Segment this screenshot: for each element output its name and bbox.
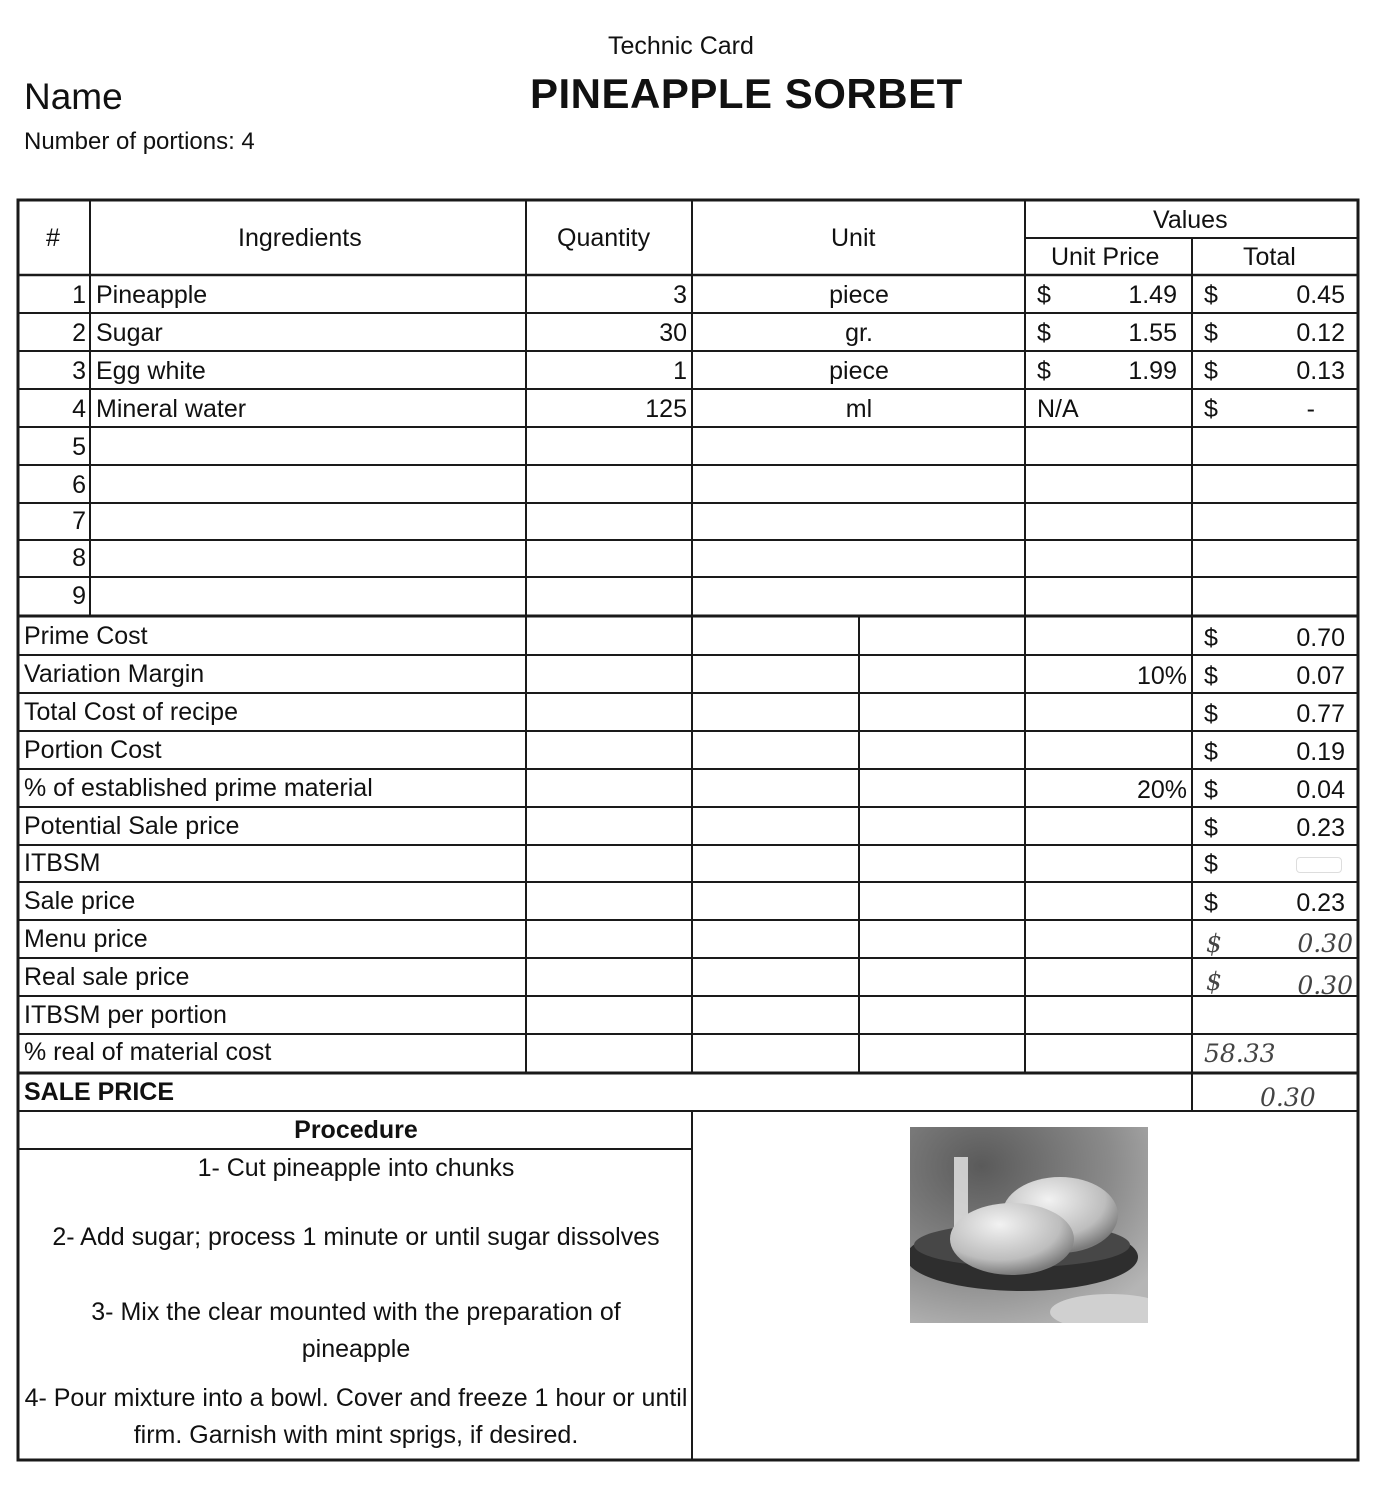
cost-currency: $ bbox=[1204, 850, 1218, 878]
cost-label: ITBSM bbox=[24, 849, 101, 877]
cost-currency: $ bbox=[1204, 624, 1218, 652]
portions-label: Number of portions: 4 bbox=[24, 128, 255, 155]
cost-value: 0.23 bbox=[1296, 889, 1345, 917]
unit-price-currency: $ bbox=[1037, 281, 1051, 309]
sorbet-photo bbox=[910, 1127, 1148, 1323]
cost-currency: $ bbox=[1204, 889, 1218, 917]
ingredient-quantity: 30 bbox=[659, 319, 687, 347]
recipe-title: PINEAPPLE SORBET bbox=[530, 70, 963, 117]
cost-label: Real sale price bbox=[24, 963, 190, 991]
cost-label: Sale price bbox=[24, 887, 136, 915]
ingredient-unit: piece bbox=[829, 281, 889, 309]
cost-value: 0.19 bbox=[1296, 738, 1345, 766]
cost-value: 0.30 bbox=[1297, 929, 1353, 958]
total-currency: $ bbox=[1204, 281, 1218, 309]
cost-currency: $ bbox=[1206, 967, 1222, 996]
cost-currency: $ bbox=[1204, 776, 1218, 804]
col-header-values: Values bbox=[1153, 206, 1228, 234]
cost-value: 0.04 bbox=[1296, 776, 1345, 804]
cost-label: Potential Sale price bbox=[24, 812, 240, 840]
ingredient-name: Pineapple bbox=[96, 281, 208, 309]
ingredient-name: Sugar bbox=[96, 319, 163, 347]
ingredient-quantity: 1 bbox=[673, 357, 687, 385]
row-number: 3 bbox=[72, 357, 86, 385]
unit-price-value: 1.55 bbox=[1128, 319, 1177, 347]
erased-mark bbox=[1296, 857, 1342, 873]
total-currency: $ bbox=[1204, 319, 1218, 347]
row-number: 6 bbox=[72, 471, 86, 499]
ingredient-quantity: 125 bbox=[645, 395, 687, 423]
total-currency: $ bbox=[1204, 357, 1218, 385]
sale-price-label: SALE PRICE bbox=[24, 1078, 175, 1106]
ingredient-unit: gr. bbox=[845, 319, 873, 347]
row-number: 7 bbox=[72, 507, 86, 535]
cost-label: % of established prime material bbox=[24, 774, 373, 802]
cost-label: Portion Cost bbox=[24, 736, 162, 764]
cost-currency: $ bbox=[1204, 814, 1218, 842]
total-value: - bbox=[1306, 395, 1315, 423]
row-number: 1 bbox=[72, 281, 86, 309]
row-number: 2 bbox=[72, 319, 86, 347]
ingredient-name: Egg white bbox=[96, 357, 206, 385]
cost-value: 0.23 bbox=[1296, 814, 1345, 842]
cost-value: 0.07 bbox=[1296, 662, 1345, 690]
cost-value: 0.70 bbox=[1296, 624, 1345, 652]
procedure-title: Procedure bbox=[294, 1116, 418, 1144]
cost-percent: 10% bbox=[1136, 662, 1187, 690]
cost-value: 0.77 bbox=[1296, 700, 1345, 728]
ingredient-quantity: 3 bbox=[673, 281, 687, 309]
ingredient-name: Mineral water bbox=[96, 395, 247, 423]
row-number: 9 bbox=[72, 582, 86, 610]
row-number: 8 bbox=[72, 544, 86, 572]
row-number: 5 bbox=[72, 433, 86, 461]
unit-price-value: 1.49 bbox=[1128, 281, 1177, 309]
cost-label: Menu price bbox=[24, 925, 148, 953]
unit-price-value: 1.99 bbox=[1128, 357, 1177, 385]
cost-label: Total Cost of recipe bbox=[24, 698, 238, 726]
unit-price-currency: N/A bbox=[1037, 395, 1079, 423]
col-header-total: Total bbox=[1243, 243, 1296, 271]
sale-price-value: 0.30 bbox=[1260, 1083, 1316, 1112]
procedure-step: 2- Add sugar; process 1 minute or until sugar dissolves bbox=[52, 1223, 660, 1251]
total-currency: $ bbox=[1204, 395, 1218, 423]
unit-price-currency: $ bbox=[1037, 357, 1051, 385]
cost-label: ITBSM per portion bbox=[24, 1001, 227, 1029]
cost-currency: $ bbox=[1204, 738, 1218, 766]
total-value: 0.12 bbox=[1296, 319, 1345, 347]
col-header-unit-price: Unit Price bbox=[1051, 243, 1160, 271]
cost-percent: 20% bbox=[1136, 776, 1187, 804]
row-number: 4 bbox=[72, 395, 86, 423]
total-value: 0.13 bbox=[1296, 357, 1345, 385]
cost-value: 0.30 bbox=[1297, 971, 1353, 1000]
ingredient-unit: piece bbox=[829, 357, 889, 385]
cost-currency: $ bbox=[1206, 929, 1222, 958]
ingredient-unit: ml bbox=[845, 395, 873, 423]
cost-currency: $ bbox=[1204, 662, 1218, 690]
total-value: 0.45 bbox=[1296, 281, 1345, 309]
col-header-quantity: Quantity bbox=[557, 224, 651, 252]
cost-currency: $ bbox=[1204, 700, 1218, 728]
cost-label: % real of material cost bbox=[24, 1038, 272, 1066]
procedure-step: 1- Cut pineapple into chunks bbox=[197, 1154, 515, 1182]
col-header-unit: Unit bbox=[831, 224, 876, 252]
unit-price-currency: $ bbox=[1037, 319, 1051, 347]
procedure-step: 3- Mix the clear mounted with the preparation of pineapple bbox=[91, 1298, 621, 1363]
name-label: Name bbox=[24, 76, 123, 117]
procedure-step: 4- Pour mixture into a bowl. Cover and freeze 1 hour or until firm. Garnish with mint sprigs, if desired. bbox=[24, 1384, 688, 1449]
cost-value: 58.33 bbox=[1204, 1039, 1276, 1068]
cost-label: Prime Cost bbox=[24, 622, 148, 650]
cost-label: Variation Margin bbox=[24, 660, 205, 688]
col-header-number: # bbox=[46, 224, 60, 252]
col-header-ingredients: Ingredients bbox=[238, 224, 362, 252]
